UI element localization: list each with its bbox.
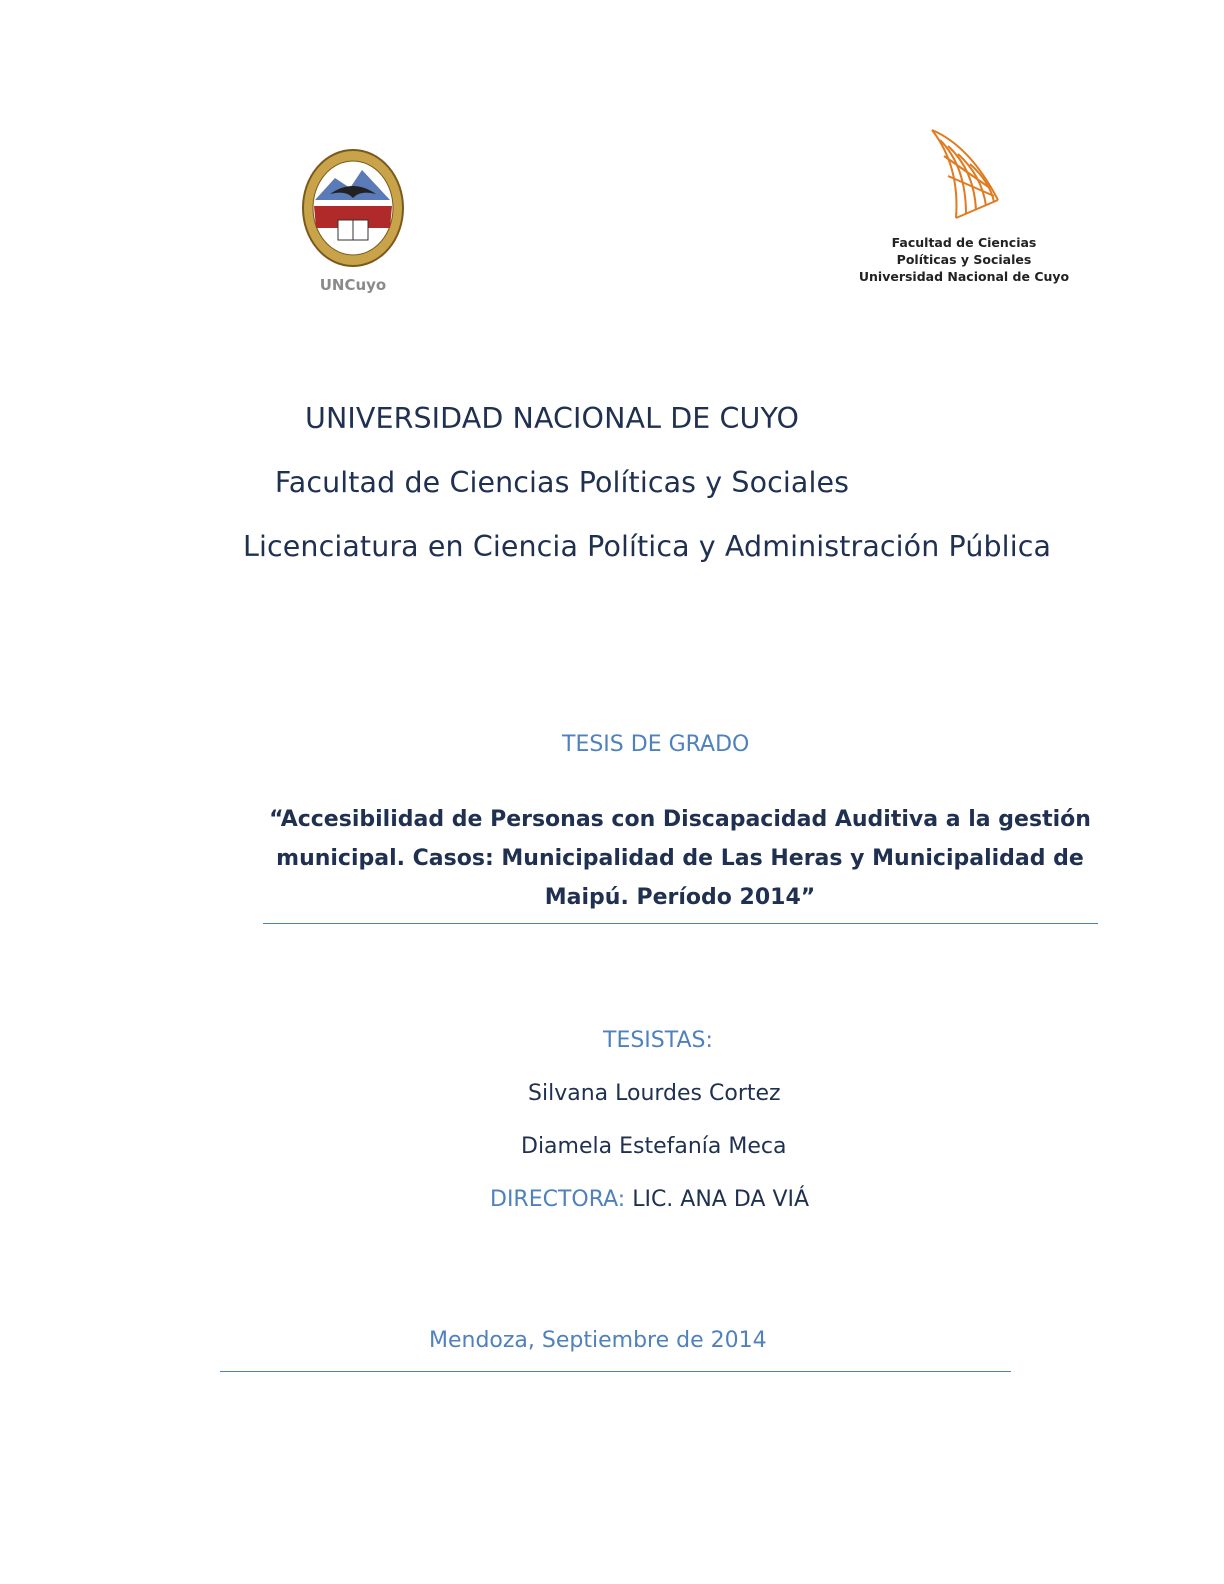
director-name: LIC. ANA DA VIÁ	[632, 1187, 810, 1212]
faculty-caption-line-1: Facultad de Ciencias	[891, 235, 1037, 250]
director-line	[490, 1187, 809, 1212]
faculty-caption-line-3: Universidad Nacional de Cuyo	[858, 269, 1070, 284]
footer-divider	[220, 1371, 1011, 1372]
thesis-type-label: TESIS DE GRADO	[562, 732, 750, 757]
faculty-heading: Facultad de Ciencias Políticas y Sociales	[274, 466, 850, 499]
uncuyo-seal-logo	[300, 148, 406, 270]
title-divider	[263, 923, 1098, 924]
faculty-caption-line-2: Políticas y Sociales	[896, 252, 1032, 267]
director-label: DIRECTORA:	[490, 1187, 626, 1212]
university-heading: UNIVERSIDAD NACIONAL DE CUYO	[305, 402, 799, 435]
place-and-date: Mendoza, Septiembre de 2014	[429, 1328, 767, 1353]
authors-label: TESISTAS:	[603, 1028, 713, 1053]
author-name: Silvana Lourdes Cortez	[528, 1081, 781, 1106]
degree-heading: Licenciatura en Ciencia Política y Administración Pública	[243, 530, 1052, 563]
faculty-sail-logo	[920, 126, 1006, 222]
uncuyo-logo-caption: UNCuyo	[319, 276, 387, 294]
author-name: Diamela Estefanía Meca	[521, 1134, 787, 1159]
faculty-logo-caption	[840, 234, 1088, 285]
thesis-title: “Accesibilidad de Personas con Discapacidad Auditiva a la gestión municipal. Casos: Municipalidad de Las Heras y Municipalidad de Maipú. Período 2014”	[269, 807, 1091, 910]
